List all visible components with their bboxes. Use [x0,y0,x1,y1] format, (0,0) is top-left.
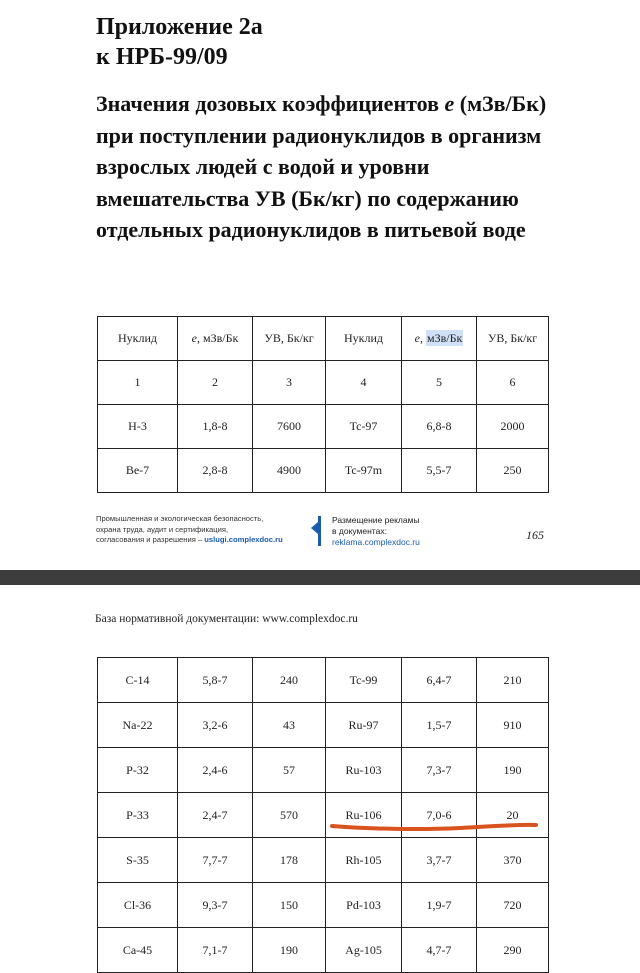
table-cell: P-33 [98,793,178,838]
table-cell: 3,7-7 [402,838,477,883]
header-nuclide-2: Нуклид [326,317,402,361]
table-row [98,883,549,928]
page-number: 165 [526,528,544,542]
header-e-symbol-2: е [414,331,420,345]
header-e-unit: , мЗв/Бк [197,331,239,345]
table-cell: 7,7-7 [178,838,253,883]
table-cell: Tc-97m [326,449,402,493]
document-heading [96,88,566,246]
header-intervention-level: УВ, Бк/кг [253,317,326,361]
header-nuclide: Нуклид [98,317,178,361]
footer-advertising [332,515,472,548]
table-cell: 1,5-7 [402,703,477,748]
table-row [98,703,549,748]
table-cell: 7,0-6 [402,793,477,838]
footer-text: Промышленная и экологическая безопасность, [96,514,264,523]
table-cell: Ru-97 [326,703,402,748]
column-number: 1 [98,361,178,405]
footer-services-ad [96,514,306,546]
table-cell: Ag-105 [326,928,402,973]
advertising-link[interactable]: reklama.complexdoc.ru [332,537,420,547]
column-number: 3 [253,361,326,405]
table-header-row [98,317,549,361]
table-cell: 2,4-6 [178,748,253,793]
page-footer [96,514,556,554]
table-cell: 178 [253,838,326,883]
table-cell: Be-7 [98,449,178,493]
table-cell: 6,8-8 [402,405,477,449]
table-row [98,838,549,883]
table-cell: 4900 [253,449,326,493]
footer-text: Размещение рекламы [332,515,420,525]
services-link[interactable]: uslugi.complexdoc.ru [204,535,283,544]
table-row [98,928,549,973]
table-cell: 7,1-7 [178,928,253,973]
table-cell: 7,3-7 [402,748,477,793]
appendix-title [96,12,263,72]
table-cell: 150 [253,883,326,928]
arrow-left-icon [311,522,318,534]
table-cell: 190 [253,928,326,973]
table-column-number-row [98,361,549,405]
table-cell: Tc-97 [326,405,402,449]
page-separator [0,570,640,585]
table-cell: Ru-106 [326,793,402,838]
text-selection-highlight[interactable]: мЗв/Бк [427,331,463,345]
table-cell: 4,7-7 [402,928,477,973]
table-cell: Rh-105 [326,838,402,883]
table-cell: Tc-99 [326,658,402,703]
dose-coefficients-table-2 [97,657,549,973]
table-cell: Pd-103 [326,883,402,928]
table-cell: 3,2-6 [178,703,253,748]
column-number: 6 [477,361,549,405]
table-cell: 250 [477,449,549,493]
header-dose-coefficient [178,317,253,361]
table-cell: 2,8-8 [178,449,253,493]
table-cell: 9,3-7 [178,883,253,928]
table-cell: 570 [253,793,326,838]
table-cell: 1,8-8 [178,405,253,449]
table-cell: 910 [477,703,549,748]
heading-part-2: (мЗв/Бк) при поступлении радионуклидов в организм взрослых людей с водой и уровни вмешательства УВ (Бк/кг) по содержанию отдельных радионуклидов в питьевой воде [96,91,547,242]
table-cell: 5,5-7 [402,449,477,493]
table-row [98,748,549,793]
table-cell: 210 [477,658,549,703]
underline-stroke [332,825,536,829]
table-cell: 57 [253,748,326,793]
header-intervention-level-2: УВ, Бк/кг [477,317,549,361]
table-cell: 2000 [477,405,549,449]
appendix-line-2: к НРБ-99/09 [96,44,228,70]
table-cell: 290 [477,928,549,973]
table-cell: Na-22 [98,703,178,748]
footer-text: в документах: [332,526,387,536]
header-e-comma-2: , [420,331,426,345]
footer-text: согласования и разрешения – [96,535,205,544]
column-number: 2 [178,361,253,405]
table-row [98,658,549,703]
appendix-line-1: Приложение 2а [96,14,263,40]
hand-drawn-underline [330,818,540,832]
heading-symbol: е [444,91,455,116]
heading-part-1: Значения дозовых коэффициентов [96,91,445,116]
table-cell: Ru-103 [326,748,402,793]
table-cell: 7600 [253,405,326,449]
table-cell: 43 [253,703,326,748]
table-cell: 1,9-7 [402,883,477,928]
table-cell: Cl-36 [98,883,178,928]
dose-coefficients-table-1 [97,316,549,493]
table-cell: 720 [477,883,549,928]
footer-text: охрана труда, аудит и сертификация, [96,524,229,534]
column-number: 4 [326,361,402,405]
column-number: 5 [402,361,477,405]
table-cell: 240 [253,658,326,703]
table-cell: S-35 [98,838,178,883]
table-cell: 6,4-7 [402,658,477,703]
table-cell: 20 [477,793,549,838]
header-dose-coefficient-2 [402,317,477,361]
table-cell: P-32 [98,748,178,793]
table-row [98,449,549,493]
table-row [98,405,549,449]
table-cell: 2,4-7 [178,793,253,838]
header-e-symbol: е [191,331,197,345]
table-cell: Ca-45 [98,928,178,973]
table-cell: C-14 [98,658,178,703]
table-cell: 370 [477,838,549,883]
page-header-source: База нормативной документации: www.complexdoc.ru [95,613,358,625]
table-cell: 5,8-7 [178,658,253,703]
footer-divider [318,516,321,546]
table-cell: Н-3 [98,405,178,449]
table-cell: 190 [477,748,549,793]
